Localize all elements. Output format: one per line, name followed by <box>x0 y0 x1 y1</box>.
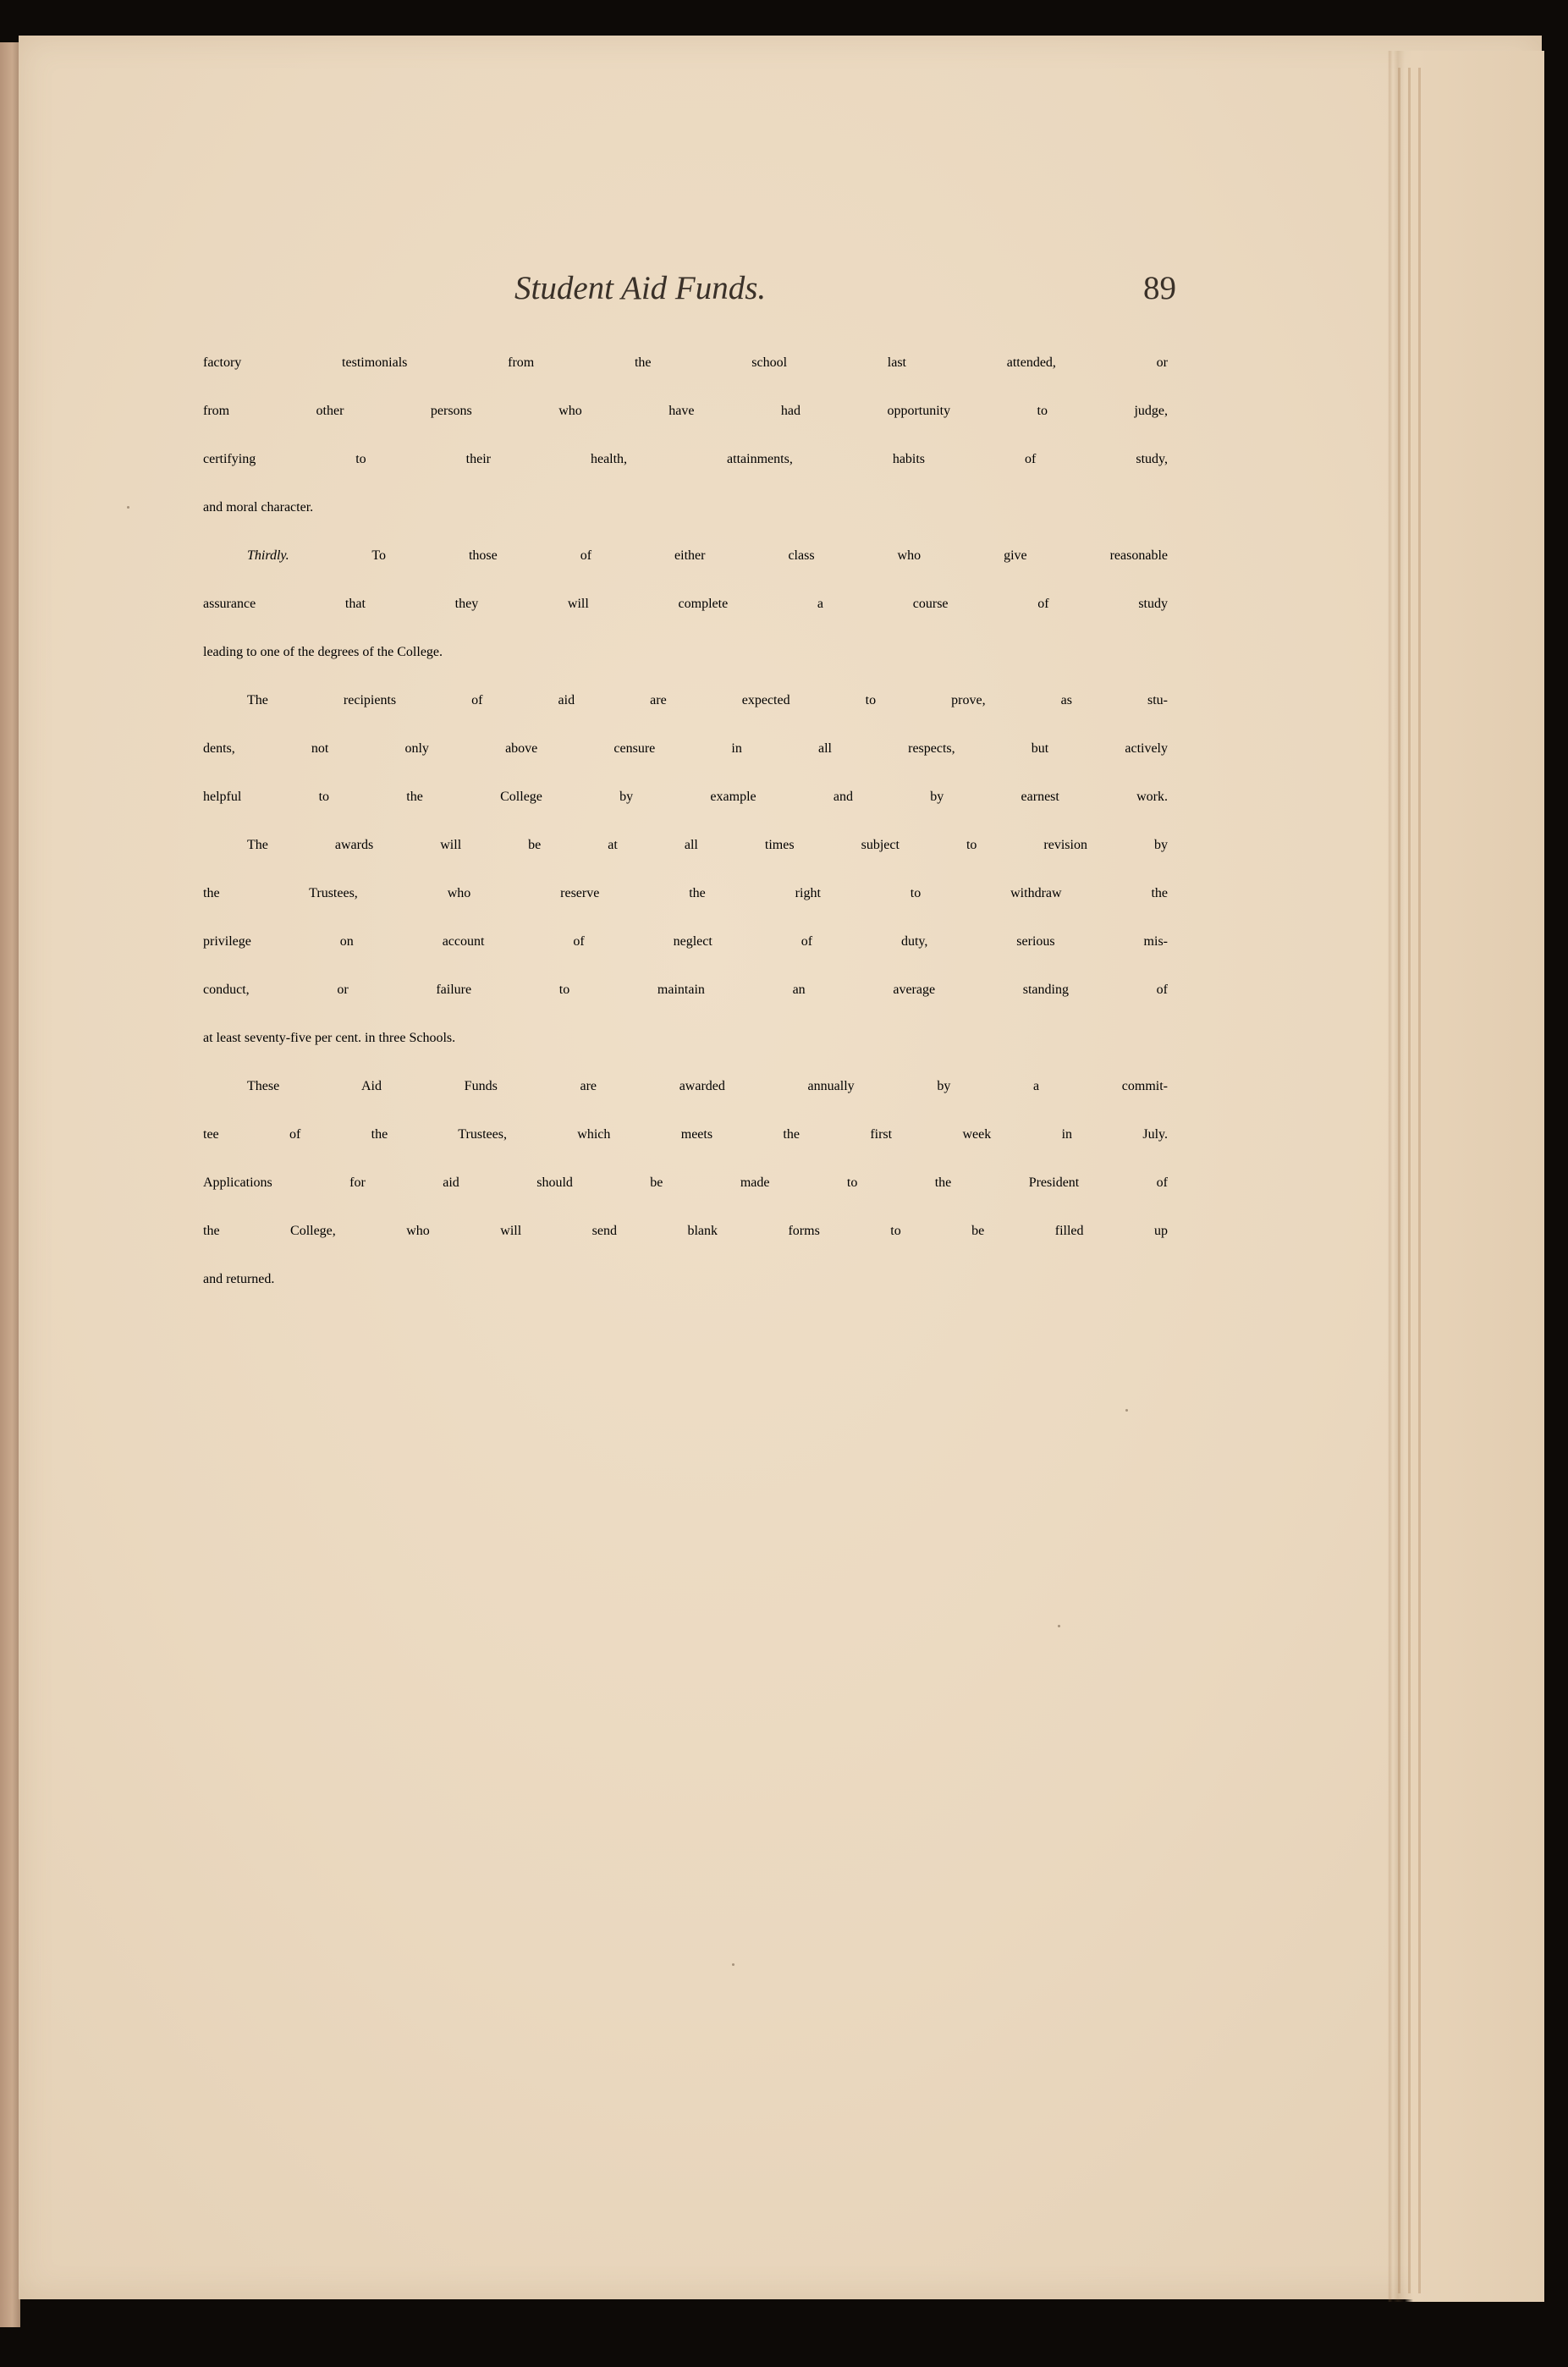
paper-speck <box>732 1963 734 1966</box>
text-line: helpful to the College by example and by earnest work. <box>203 790 1168 804</box>
paper-speck <box>1058 1625 1060 1627</box>
text-line: certifying to their health, attainments, habits of study, <box>203 452 1168 466</box>
text-line: The recipients of aid are expected to prove, as stu- <box>247 693 1168 707</box>
paper-speck <box>1125 1409 1128 1412</box>
text-line: Thirdly. To those of either class who give reasonable <box>247 548 1168 563</box>
page-number: 89 <box>1143 270 1176 306</box>
page-edge-line <box>1418 68 1421 2293</box>
text-line: at least seventy-five per cent. in three Schools. <box>203 1031 456 1045</box>
left-page-edge <box>0 42 20 2327</box>
page-header <box>203 269 1176 320</box>
italic-lead: Thirdly. <box>247 548 289 563</box>
page-stack-edges <box>1388 51 1544 2302</box>
text-line: tee of the Trustees, which meets the first week in July. <box>203 1127 1168 1142</box>
text-line: assurance that they will complete a course of study <box>203 597 1168 611</box>
text-line: The awards will be at all times subject to revision by <box>247 838 1168 852</box>
page-edge-line <box>1398 68 1400 2293</box>
text-line: the College, who will send blank forms to be filled up <box>203 1224 1168 1238</box>
page-edge-line <box>1408 68 1411 2293</box>
text-line: from other persons who have had opportunity to judge, <box>203 404 1168 418</box>
running-head: Student Aid Funds. <box>514 270 767 306</box>
text-line: and returned. <box>203 1272 275 1286</box>
text-line: Applications for aid should be made to the President of <box>203 1175 1168 1190</box>
text-line: privilege on account of neglect of duty, serious mis- <box>203 934 1168 949</box>
text-line: dents, not only above censure in all respects, but actively <box>203 741 1168 756</box>
paper-speck <box>127 506 129 509</box>
text-line: leading to one of the degrees of the College. <box>203 645 443 659</box>
text-line: factory testimonials from the school last attended, or <box>203 355 1168 370</box>
text-line: conduct, or failure to maintain an average standing of <box>203 983 1168 997</box>
text-line: and moral character. <box>203 500 314 515</box>
body-text <box>203 355 1168 1320</box>
text-line: the Trustees, who reserve the right to withdraw the <box>203 886 1168 900</box>
text-line: These Aid Funds are awarded annually by a commit- <box>247 1079 1168 1093</box>
